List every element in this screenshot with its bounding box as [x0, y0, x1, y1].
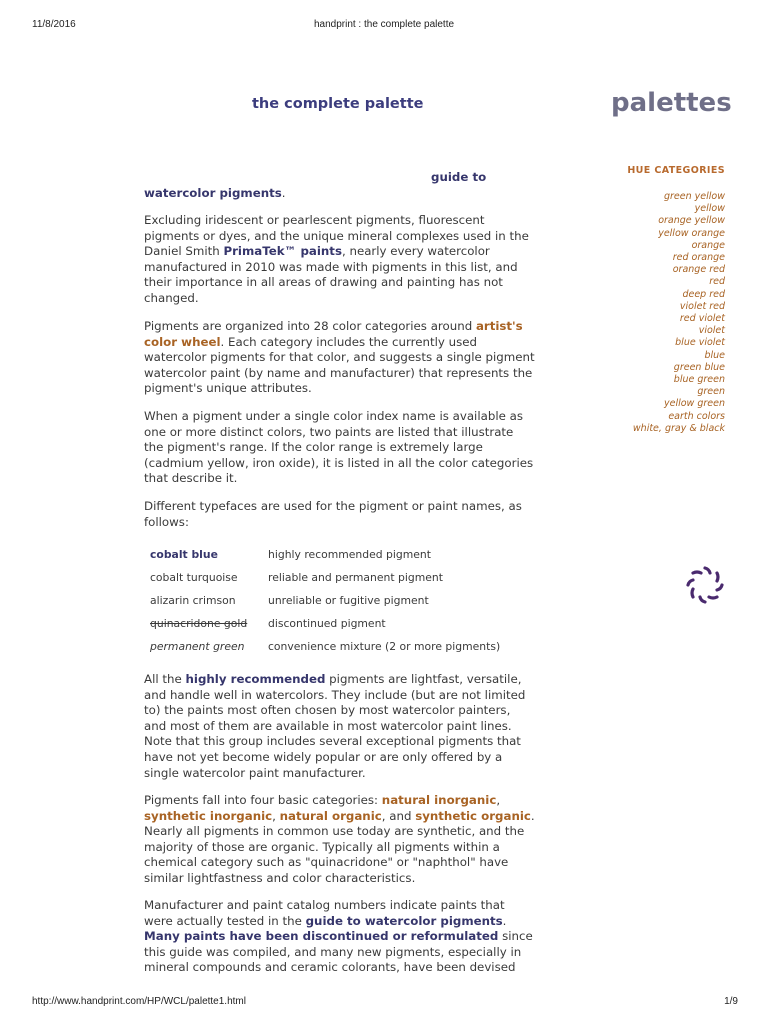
- hue-link-yellow-orange[interactable]: yellow orange: [658, 227, 725, 239]
- print-title: handprint : the complete palette: [313, 19, 455, 30]
- text: Different typefaces are used for the pigment or paint names, as follows:: [144, 499, 522, 529]
- text: pigments are lightfast, versatile, and handle well in watercolors. They include (but are not limited to) the paints most often chosen by most watercolor painters, and most of them are available in most watercolor paint lines. Note that this group includes several exceptional pigments that have not yet become widely popular or are only offered by a single watercolor paint manufacturer.: [144, 672, 526, 780]
- hue-link-deep-red[interactable]: deep red: [682, 288, 725, 300]
- hue-link-blue-green[interactable]: blue green: [673, 374, 725, 386]
- typeface-legend-table: [144, 543, 500, 658]
- hue-link-blue-violet[interactable]: blue violet: [675, 337, 725, 349]
- text: ,: [272, 808, 280, 823]
- hue-link-yellow-green[interactable]: yellow green: [664, 398, 725, 410]
- table-row: [144, 612, 500, 635]
- hue-link-earth-colors[interactable]: earth colors: [668, 410, 725, 422]
- typeface-description: discontinued pigment: [268, 617, 386, 630]
- text: Pigments fall into four basic categories:: [144, 793, 382, 807]
- hue-link-red-orange[interactable]: red orange: [672, 252, 725, 264]
- text: ,: [496, 793, 501, 807]
- page-title: the complete palette: [252, 96, 424, 112]
- typeface-description: reliable and permanent pigment: [268, 571, 443, 584]
- handprint-star-icon: [684, 564, 726, 606]
- paragraph-organization: [144, 319, 536, 397]
- print-url: http://www.handprint.com/HP/WCL/palette1.html: [32, 996, 246, 1007]
- text: . Nearly all pigments in common use today are synthetic, and the majority of those are organic. Typically all pigments within a chemical category such as "quinacridone" or "naphthol" have similar lightfastness and color characteristics.: [144, 808, 535, 885]
- hue-link-red[interactable]: red: [709, 276, 725, 288]
- hue-category-list: [633, 191, 725, 435]
- discontinued-emphasis: Many paints have been discontinued or reformulated: [144, 929, 499, 944]
- paragraph-categories: [144, 793, 536, 887]
- hue-link-red-violet[interactable]: red violet: [679, 313, 725, 325]
- print-page-number: 1/9: [724, 996, 738, 1007]
- hue-link-orange-red[interactable]: orange red: [672, 264, 725, 276]
- typeface-example: permanent green: [150, 640, 245, 653]
- typeface-description: unreliable or fugitive pigment: [268, 594, 429, 607]
- paragraph-recommended: [144, 672, 536, 781]
- natural-organic-link[interactable]: natural organic: [279, 808, 382, 823]
- hue-link-violet-red[interactable]: violet red: [679, 300, 725, 312]
- synthetic-organic-link[interactable]: synthetic organic: [415, 808, 531, 823]
- hue-link-orange-yellow[interactable]: orange yellow: [658, 215, 725, 227]
- typeface-description: convenience mixture (2 or more pigments): [268, 640, 501, 653]
- paragraph-color-index: [144, 409, 536, 487]
- paragraph-catalog-numbers: [144, 898, 536, 976]
- hue-link-yellow[interactable]: yellow: [694, 203, 725, 215]
- hue-categories-heading: HUE CATEGORIES: [627, 165, 725, 176]
- table-row: [144, 589, 500, 612]
- text: , nearly every watercolor manufactured in 2010 was made with pigments in this list, and their importance in all areas of drawing and painting has not changed.: [144, 244, 518, 305]
- section-title: palettes: [611, 88, 732, 118]
- hue-link-green-yellow[interactable]: green yellow: [664, 191, 725, 202]
- primatek-link[interactable]: PrimaTek™ paints: [223, 244, 342, 259]
- paragraph-intro: [144, 213, 536, 307]
- typeface-example: alizarin crimson: [150, 594, 236, 607]
- table-row: [144, 543, 500, 566]
- guide-link[interactable]: watercolor pigments: [144, 185, 282, 200]
- hue-link-green[interactable]: green: [697, 386, 725, 398]
- print-date: 11/8/2016: [32, 19, 76, 30]
- text: . Each category includes the currently used watercolor pigments for that color, and suggests a single pigment watercolor paint (by name and manufacturer) that represents the pigment's unique attributes.: [144, 334, 535, 396]
- color-wheel-link[interactable]: artist's color wheel: [144, 319, 523, 349]
- hue-link-orange[interactable]: orange: [691, 239, 725, 251]
- text: since this guide was compiled, and many new pigments, especially in mineral compounds and ceramic colorants, have been devised: [144, 929, 533, 975]
- guide-heading-period: .: [281, 185, 286, 200]
- typeface-example: cobalt blue: [150, 548, 218, 561]
- text: .: [502, 913, 507, 928]
- guide-link-inline[interactable]: guide to watercolor pigments: [305, 913, 503, 928]
- text: , and: [381, 808, 416, 823]
- table-row: [144, 635, 500, 658]
- text: Manufacturer and paint catalog numbers indicate paints that were actually tested in the: [144, 898, 505, 928]
- text: All the: [144, 672, 186, 686]
- typeface-description: highly recommended pigment: [268, 548, 431, 561]
- paragraph-typefaces: [144, 499, 536, 530]
- text: Excluding iridescent or pearlescent pigments, fluorescent pigments or dyes, and the unique mineral complexes used in the Daniel Smith: [144, 213, 529, 259]
- natural-inorganic-link[interactable]: natural inorganic: [381, 793, 497, 807]
- text: When a pigment under a single color index name is available as one or more distinct colors, two paints are listed that illustrate the pigment's range. If the color range is extremely large (cadmium yellow, iron oxide), it is listed in all the color categories that describe it.: [144, 409, 534, 486]
- typeface-example: cobalt turquoise: [150, 571, 238, 584]
- highly-recommended-emphasis: highly recommended: [185, 672, 326, 686]
- text: Pigments are organized into 28 color categories around: [144, 319, 476, 333]
- typeface-example: quinacridone gold: [150, 617, 248, 630]
- synthetic-inorganic-link[interactable]: synthetic inorganic: [144, 808, 273, 823]
- hue-link-blue[interactable]: blue: [704, 349, 725, 361]
- guide-heading-line1: guide to: [431, 170, 487, 184]
- hue-link-violet[interactable]: violet: [698, 325, 725, 337]
- hue-link-white-gray-black[interactable]: white, gray & black: [632, 422, 725, 434]
- hue-link-green-blue[interactable]: green blue: [673, 361, 725, 373]
- table-row: [144, 566, 500, 589]
- guide-heading: [144, 170, 536, 201]
